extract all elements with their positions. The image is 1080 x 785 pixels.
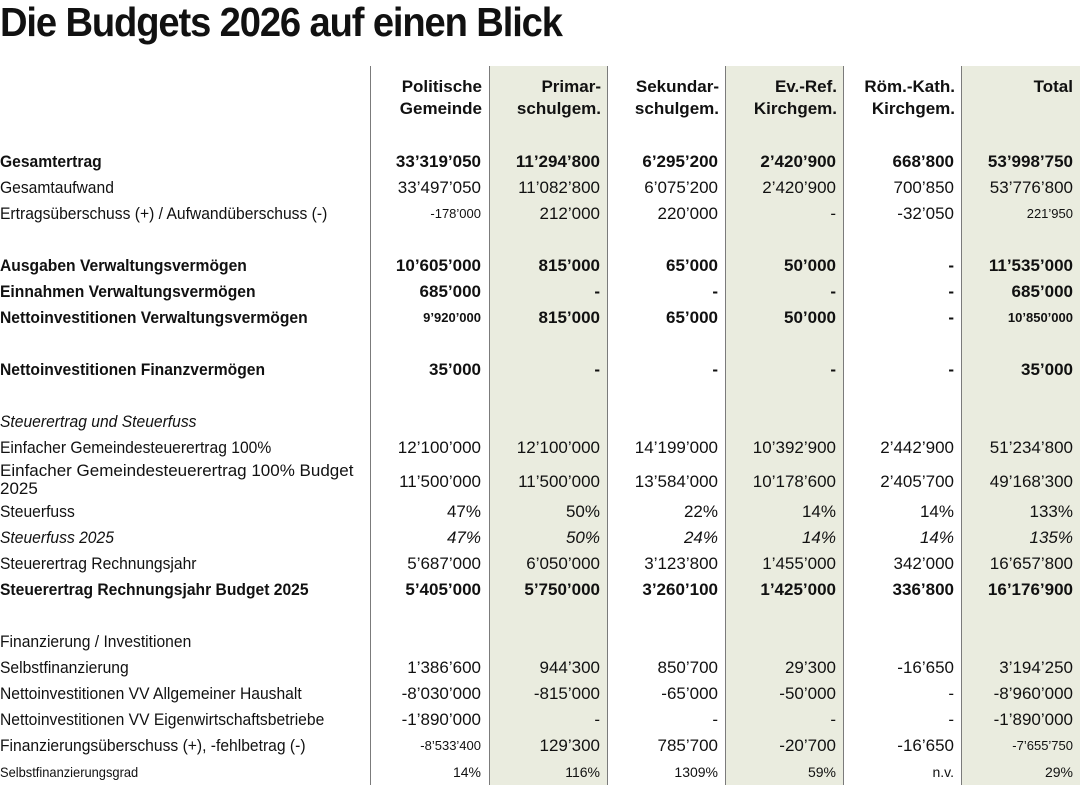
- row-label: Nettoinvestitionen Verwaltungsvermögen: [0, 308, 308, 327]
- table-cell: -16’650: [897, 658, 954, 677]
- column-header-total: Total: [1033, 77, 1073, 96]
- table-cell: -: [594, 360, 600, 379]
- table-cell: 33’497’050: [397, 178, 481, 197]
- table-cell: 815’000: [538, 256, 600, 275]
- table-cell: -20’700: [779, 736, 836, 755]
- table-row: [0, 528, 1080, 550]
- table-cell: 10’392’900: [752, 438, 836, 457]
- row-label: Einfacher Gemeindesteuerertrag 100%: [0, 438, 272, 457]
- table-cell: -: [594, 710, 600, 729]
- table-cell: 5’687’000: [407, 554, 481, 573]
- table-cell: 3’194’250: [999, 658, 1073, 677]
- table-cell: 14%: [452, 764, 481, 780]
- row-label: Steuerertrag Rechnungsjahr Budget 2025: [0, 580, 309, 599]
- table-cell: 342’000: [893, 554, 954, 573]
- table-cell: 1309%: [674, 764, 718, 780]
- table-cell: 3’260’100: [642, 580, 718, 599]
- table-row: [0, 308, 1080, 330]
- table-cell: 3’123’800: [644, 554, 718, 573]
- row-label: Ertragsüberschuss (+) / Aufwandüberschuss (-): [0, 204, 328, 223]
- table-cell: 12’100’000: [516, 438, 600, 457]
- table-row: [0, 462, 1080, 502]
- table-cell: 2’420’900: [760, 152, 836, 171]
- table-cell: 336’800: [892, 580, 954, 599]
- row-label: Ausgaben Verwaltungsvermögen: [0, 256, 247, 275]
- table-cell: 6’075’200: [644, 178, 718, 197]
- table-cell: 49’168’300: [989, 472, 1073, 491]
- table-cell: n.v.: [932, 764, 954, 780]
- table-cell: 35’000: [429, 360, 481, 379]
- row-label: Nettoinvestitionen VV Eigenwirtschaftsbetriebe: [0, 710, 325, 729]
- table-row: [0, 736, 1080, 758]
- table-row: [0, 710, 1080, 732]
- column-header-primarschulgem: Primar- schulgem.: [516, 77, 601, 118]
- table-cell: 53’776’800: [989, 178, 1073, 197]
- table-cell: 668’800: [892, 152, 954, 171]
- table-cell: -1’890’000: [993, 710, 1073, 729]
- table-cell: 815’000: [538, 308, 600, 327]
- table-cell: 129’300: [539, 736, 600, 755]
- table-cell: 10’850’000: [1007, 310, 1073, 325]
- table-cell: 133%: [1029, 502, 1073, 521]
- table-cell: 116%: [565, 764, 600, 780]
- table-cell: -32’050: [897, 204, 954, 223]
- table-cell: -: [948, 282, 954, 301]
- table-cell: 16’657’800: [989, 554, 1073, 573]
- table-cell: 785’700: [657, 736, 718, 755]
- table-row: [0, 152, 1080, 174]
- table-cell: 685’000: [1011, 282, 1073, 301]
- row-label: Steuerertrag Rechnungsjahr: [0, 554, 197, 573]
- table-row: [0, 554, 1080, 576]
- column-header-evref-kirchgem: Ev.-Ref. Kirchgem.: [753, 77, 837, 118]
- table-cell: -7’655’750: [1012, 738, 1073, 753]
- table-cell: 12’100’000: [397, 438, 481, 457]
- table-cell: 59%: [807, 764, 836, 780]
- table-cell: 14%: [801, 502, 836, 521]
- table-cell: -: [594, 282, 600, 301]
- table-cell: 33’319’050: [395, 152, 481, 171]
- table-cell: 53’998’750: [987, 152, 1073, 171]
- table-cell: 65’000: [666, 308, 718, 327]
- row-label: Steuerertrag und Steuerfuss: [0, 412, 197, 431]
- table-cell: 35’000: [1021, 360, 1073, 379]
- table-row: [0, 256, 1080, 278]
- table-cell: 51’234’800: [989, 438, 1073, 457]
- table-cell: 50%: [565, 502, 600, 521]
- table-cell: 16’176’900: [987, 580, 1073, 599]
- row-label: Gesamtertrag: [0, 152, 102, 171]
- table-cell: 29%: [1044, 764, 1073, 780]
- table-cell: -: [712, 282, 718, 301]
- table-row: [0, 438, 1080, 460]
- table-cell: -: [830, 282, 836, 301]
- table-cell: 14%: [919, 528, 954, 547]
- table-cell: 13’584’000: [634, 472, 718, 491]
- table-cell: -178’000: [430, 206, 481, 221]
- table-cell: 11’535’000: [988, 256, 1073, 275]
- row-label: Steuerfuss 2025: [0, 528, 114, 547]
- row-label: Einfacher Gemeindesteuerertrag 100% Budget 2025: [0, 461, 354, 498]
- table-cell: 2’420’900: [762, 178, 836, 197]
- table-cell: -: [948, 684, 954, 703]
- table-cell: 11’082’800: [518, 178, 600, 197]
- table-cell: -: [948, 308, 954, 327]
- table-cell: 1’455’000: [762, 554, 836, 573]
- table-cell: 850’700: [657, 658, 718, 677]
- table-cell: 9’920’000: [423, 310, 481, 325]
- table-cell: 47%: [446, 528, 481, 547]
- table-cell: -8’960’000: [993, 684, 1073, 703]
- table-row: [0, 580, 1080, 602]
- table-cell: -: [948, 710, 954, 729]
- table-row: [0, 684, 1080, 706]
- table-cell: -: [830, 204, 836, 223]
- row-label: Einnahmen Verwaltungsvermögen: [0, 282, 256, 301]
- row-label: Nettoinvestitionen Finanzvermögen: [0, 360, 266, 379]
- table-cell: 220’000: [657, 204, 718, 223]
- table-cell: 5’405’000: [405, 580, 481, 599]
- table-cell: 47%: [446, 502, 481, 521]
- table-cell: 700’850: [893, 178, 954, 197]
- column-header-roemkath-kirchgem: Röm.-Kath. Kirchgem.: [864, 77, 955, 118]
- table-cell: 50%: [565, 528, 600, 547]
- table-cell: -: [712, 360, 718, 379]
- page-title: Die Budgets 2026 auf einen Blick: [0, 0, 562, 45]
- table-cell: 2’442’900: [880, 438, 954, 457]
- table-cell: 1’425’000: [760, 580, 836, 599]
- row-label: Gesamtaufwand: [0, 178, 114, 197]
- table-cell: 50’000: [784, 256, 836, 275]
- table-row: [0, 762, 1080, 784]
- table-cell: 65’000: [666, 256, 718, 275]
- table-cell: -: [712, 710, 718, 729]
- column-header-sekundarschulgem: Sekundar- schulgem.: [634, 77, 719, 118]
- table-cell: 11’294’800: [515, 152, 600, 171]
- table-cell: 24%: [683, 528, 718, 547]
- column-header-politische-gemeinde: Politische Gemeinde: [399, 77, 482, 118]
- table-cell: -: [830, 360, 836, 379]
- table-cell: -: [948, 256, 954, 275]
- table-cell: -8’030’000: [401, 684, 481, 703]
- row-label: Steuerfuss: [0, 502, 75, 521]
- row-label: Finanzierung / Investitionen: [0, 632, 192, 651]
- table-cell: 2’405’700: [880, 472, 954, 491]
- table-row: [0, 204, 1080, 226]
- table-cell: 22%: [683, 502, 718, 521]
- table-cell: 10’178’600: [752, 472, 836, 491]
- table-row: [0, 658, 1080, 680]
- table-cell: 6’050’000: [526, 554, 600, 573]
- table-cell: -50’000: [779, 684, 836, 703]
- table-cell: 6’295’200: [642, 152, 718, 171]
- table-cell: 29’300: [784, 658, 836, 677]
- table-cell: 50’000: [784, 308, 836, 327]
- table-cell: -8’533’400: [420, 738, 481, 753]
- table-cell: 14’199’000: [634, 438, 718, 457]
- table-row: [0, 360, 1080, 382]
- table-cell: 11’500’000: [518, 472, 600, 491]
- table-cell: 1’386’600: [407, 658, 481, 677]
- row-label: Selbstfinanzierung: [0, 658, 129, 677]
- table-row: [0, 412, 1080, 434]
- table-row: [0, 502, 1080, 524]
- row-label: Finanzierungsüberschuss (+), -fehlbetrag (-): [0, 736, 306, 755]
- table-cell: 14%: [919, 502, 954, 521]
- table-cell: 944’300: [539, 658, 600, 677]
- table-cell: -: [830, 710, 836, 729]
- table-row: [0, 178, 1080, 200]
- row-label: Selbstfinanzierungsgrad: [0, 764, 139, 780]
- table-cell: -16’650: [897, 736, 954, 755]
- table-cell: 11’500’000: [399, 472, 481, 491]
- table-cell: -1’890’000: [401, 710, 481, 729]
- table-cell: 14%: [801, 528, 836, 547]
- table-cell: 685’000: [419, 282, 481, 301]
- table-cell: 10’605’000: [395, 256, 481, 275]
- table-cell: -65’000: [661, 684, 718, 703]
- table-cell: 135%: [1029, 528, 1073, 547]
- table-row: [0, 632, 1080, 654]
- row-label: Nettoinvestitionen VV Allgemeiner Haushalt: [0, 684, 302, 703]
- table-row: [0, 282, 1080, 304]
- table-cell: -815’000: [533, 684, 600, 703]
- table-cell: -: [948, 360, 954, 379]
- table-cell: 212’000: [539, 204, 600, 223]
- table-cell: 221’950: [1026, 206, 1073, 221]
- table-cell: 5’750’000: [524, 580, 600, 599]
